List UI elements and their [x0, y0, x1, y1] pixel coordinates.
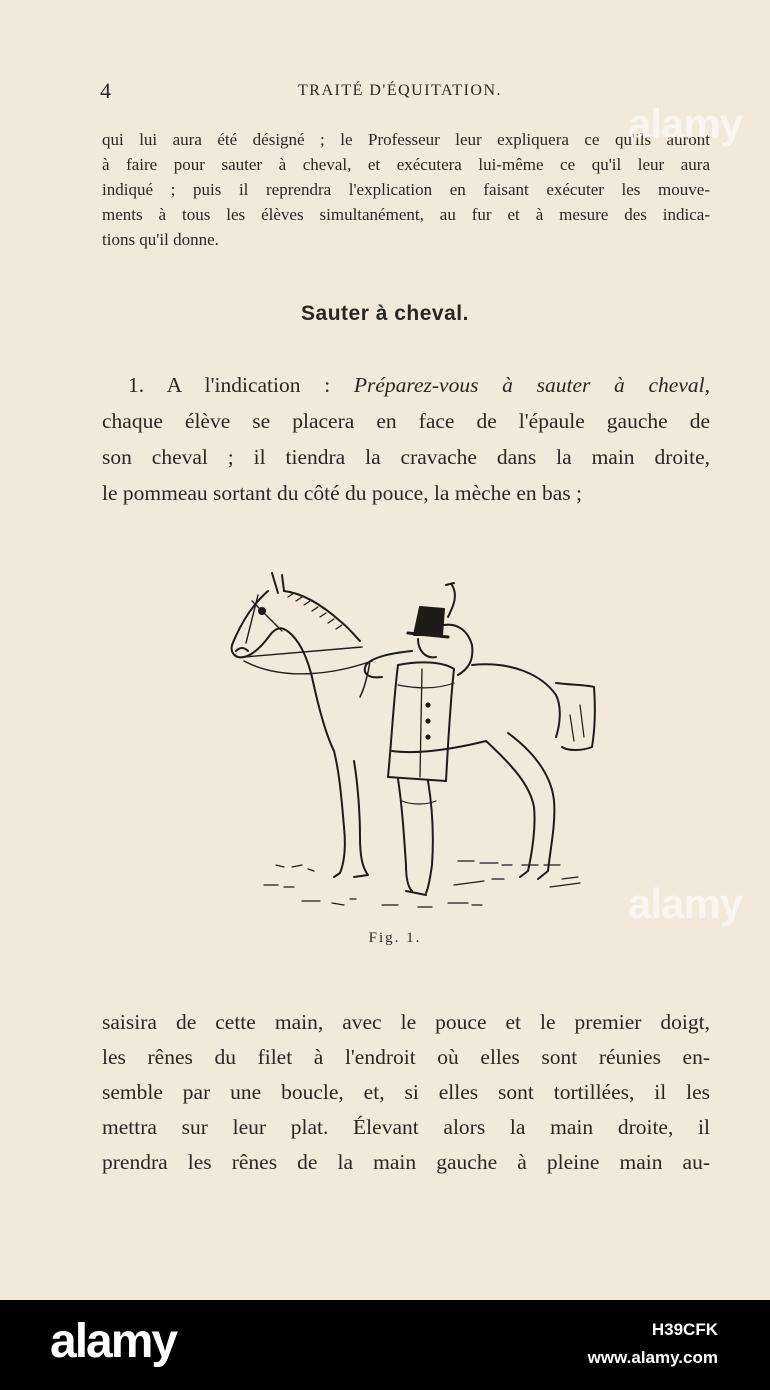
watermark: alamy: [628, 100, 743, 147]
intro-line: qui lui aura été désigné ; le Professeur leur expliquera ce qu'ils auront: [102, 130, 710, 149]
paragraph-line: semble par une boucle, et, si elles sont tortillées, il les: [102, 1080, 710, 1104]
paragraph-line: saisira de cette main, avec le pouce et le premier doigt,: [102, 1010, 710, 1034]
figure-caption: Fig. 1.: [368, 930, 422, 946]
alamy-logo: alamy: [50, 1315, 177, 1368]
page-number: 4: [100, 78, 111, 103]
stock-footer-bar: [0, 1300, 770, 1390]
paragraph-line: son cheval ; il tiendra la cravache dans la main droite,: [102, 445, 710, 469]
paragraph-line: mettra sur leur plat. Élevant alors la main droite, il: [102, 1115, 710, 1139]
intro-line: indiqué ; puis il reprendra l'explication en faisant exécuter les mouve-: [102, 180, 710, 199]
intro-line: ments à tous les élèves simultanément, au fur et à mesure des indica-: [102, 205, 710, 224]
paragraph-line: prendra les rênes de la main gauche à pleine main au-: [102, 1150, 710, 1174]
command-text: Préparez-vous à sauter à cheval,: [353, 373, 710, 397]
site-url: www.alamy.com: [587, 1348, 718, 1367]
image-id: H39CFK: [651, 1320, 718, 1339]
paragraph-line: chaque élève se placera en face de l'épaule gauche de: [102, 409, 710, 433]
paragraph-line: les rênes du filet à l'endroit où elles sont réunies en-: [102, 1045, 710, 1069]
paragraph-lead: 1. A l'indication :: [128, 373, 354, 397]
paragraph-line: le pommeau sortant du côté du pouce, la mèche en bas ;: [102, 481, 583, 505]
intro-line: tions qu'il donne.: [102, 230, 219, 249]
horse-rider-illustration: [222, 565, 602, 915]
section-title: Sauter à cheval.: [301, 302, 469, 325]
paragraph-1-first-line: [128, 367, 710, 403]
running-head: TRAITÉ D'ÉQUITATION.: [298, 82, 503, 99]
watermark: alamy: [628, 880, 743, 927]
intro-line: à faire pour sauter à cheval, et exécutera lui-même ce qu'il leur aura: [102, 155, 710, 174]
